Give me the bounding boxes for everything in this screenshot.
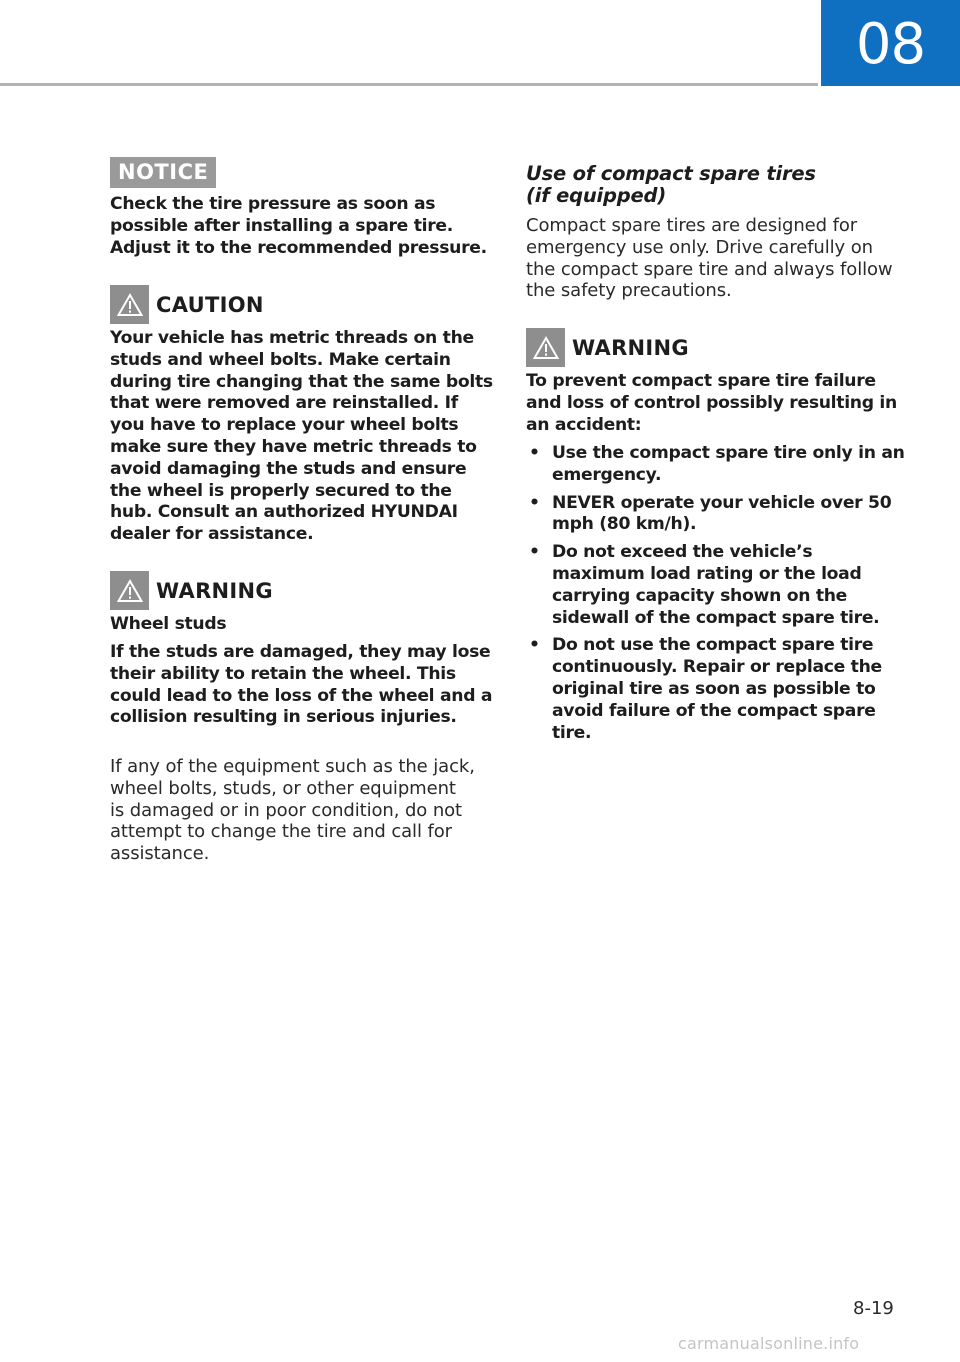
bullet-line: original tire as soon as possible to (552, 678, 876, 699)
lead-line: an accident: (526, 414, 642, 435)
intro-line: the safety precautions. (526, 280, 732, 302)
intro-paragraph (526, 215, 911, 302)
bullet-dot: • (529, 443, 540, 463)
bullet-line: maximum load rating or the load (552, 563, 862, 584)
warning-title: WARNING (572, 335, 689, 360)
bullet-line: NEVER operate your vehicle over 50 (552, 492, 892, 513)
bullet-line: Use the compact spare tire only in an (552, 443, 905, 463)
caution-heading (110, 285, 264, 324)
list-item (526, 493, 911, 537)
lead-line: To prevent compact spare tire failure (526, 371, 876, 391)
warning-lead (526, 371, 911, 436)
caution-line: make sure they have metric threads to (110, 436, 477, 457)
intro-line: emergency use only. Drive carefully on (526, 236, 873, 258)
warning-line: If the studs are damaged, they may lose (110, 642, 491, 662)
warning-text-left (110, 642, 495, 729)
caution-line: you have to replace your wheel bolts (110, 415, 459, 436)
bullet-line: Do not use the compact spare tire (552, 635, 874, 656)
caution-line: avoid damaging the studs and ensure (110, 458, 467, 479)
heading-line: (if equipped) (526, 184, 667, 207)
heading-line: Use of compact spare tires (526, 162, 816, 185)
warning-title: WARNING (156, 578, 273, 603)
bullet-dot: • (529, 542, 540, 563)
caution-line: dealer for assistance. (110, 524, 314, 545)
paragraph-line: is damaged or in poor condition, do not (110, 799, 463, 821)
intro-line: the compact spare tire and always follow (526, 258, 893, 280)
warning-line: their ability to retain the wheel. This (110, 663, 456, 684)
warning-heading-left (110, 571, 273, 610)
bullet-line: sidewall of the compact spare tire. (552, 607, 880, 628)
paragraph-line: If any of the equipment such as the jack, (110, 756, 475, 777)
header-rule (0, 83, 818, 86)
warning-bullets (526, 443, 911, 750)
caution-line: the wheel is properly secured to the (110, 480, 452, 501)
notice-label: NOTICE (110, 157, 216, 188)
bullet-line: Do not exceed the vehicle’s (552, 542, 813, 563)
bullet-dot: • (529, 635, 540, 656)
bullet-dot: • (529, 492, 540, 513)
caution-line: studs and wheel bolts. Make certain (110, 349, 451, 370)
bullet-line: tire. (552, 722, 592, 743)
caution-text (110, 328, 495, 546)
paragraph-line: wheel bolts, studs, or other equipment (110, 777, 456, 799)
paragraph-line: assistance. (110, 843, 210, 865)
list-item (526, 542, 911, 629)
bullet-line: avoid failure of the compact spare (552, 700, 876, 721)
chapter-tab (821, 0, 960, 86)
warning-triangle-icon (110, 571, 149, 610)
caution-line: that were removed are reinstalled. If (110, 393, 458, 414)
warning-heading-right (526, 328, 689, 367)
notice-line: Check the tire pressure as soon as (110, 194, 436, 214)
caution-title: CAUTION (156, 292, 264, 317)
notice-line: possible after installing a spare tire. (110, 215, 453, 236)
equipment-paragraph (110, 756, 495, 865)
bullet-line: carrying capacity shown on the (552, 585, 848, 606)
caution-line: Your vehicle has metric threads on the (110, 328, 474, 348)
chapter-number: 08 (855, 11, 926, 77)
caution-line: during tire changing that the same bolts (110, 371, 493, 392)
warning-line: could lead to the loss of the wheel and a (110, 685, 493, 706)
intro-line: Compact spare tires are designed for (526, 215, 858, 236)
warning-line: collision resulting in serious injuries. (110, 707, 457, 728)
list-item (526, 635, 911, 744)
section-heading (526, 163, 906, 207)
warning-triangle-icon (110, 285, 149, 324)
bullet-line: emergency. (552, 464, 662, 485)
bullet-line: continuously. Repair or replace the (552, 657, 882, 678)
warning-triangle-icon (526, 328, 565, 367)
paragraph-line: attempt to change the tire and call for (110, 821, 452, 843)
list-item (526, 443, 911, 487)
bullet-line: mph (80 km/h). (552, 514, 697, 535)
lead-line: and loss of control possibly resulting in (526, 392, 897, 413)
page-number: 8-19 (853, 1298, 894, 1319)
caution-line: hub. Consult an authorized HYUNDAI (110, 502, 458, 523)
warning-subtitle: Wheel studs (110, 614, 227, 634)
notice-text (110, 194, 495, 259)
watermark: carmanualsonline.info (678, 1334, 860, 1353)
notice-line: Adjust it to the recommended pressure. (110, 237, 487, 258)
